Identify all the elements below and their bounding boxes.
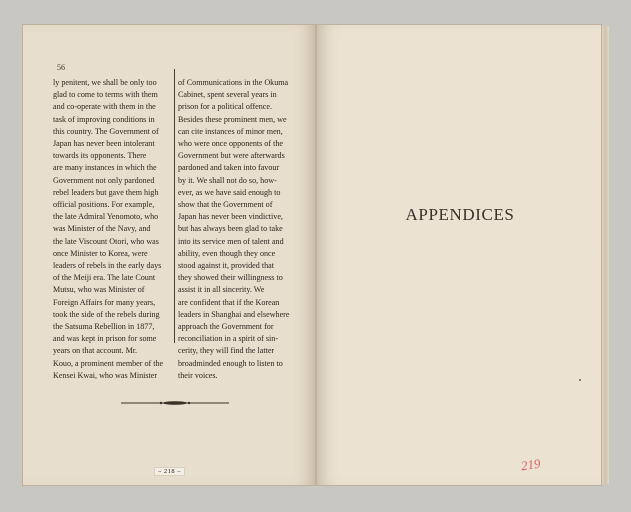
text-line: Mutsu, who was Minister of — [53, 285, 145, 295]
text-line: the late Viscount Otori, who was — [53, 236, 159, 246]
text-line: Government but were afterwards — [178, 151, 285, 161]
footer-page-label: – 218 – — [154, 467, 185, 476]
column-divider — [174, 69, 175, 343]
paper-speck — [579, 379, 581, 381]
text-line: are confident that if the Korean — [178, 297, 280, 307]
text-line: into its service men of talent and — [178, 236, 284, 246]
text-line: and was kept in prison for some — [53, 334, 157, 344]
text-line: Japan has never been vindictive, — [178, 212, 283, 222]
text-line: show that the Government of — [178, 200, 273, 210]
text-line: and co-operate with them in the — [53, 102, 156, 112]
text-line: are many instances in which the — [53, 163, 157, 173]
text-line: Kouo, a prominent member of the — [53, 358, 164, 368]
text-line: of Communications in the Okuma — [178, 78, 289, 87]
text-line: rebel leaders but gave them high — [53, 187, 159, 197]
right-text-column — [178, 77, 298, 382]
text-line: stood against it, provided that — [178, 261, 274, 271]
text-line: this country. The Government of — [53, 126, 159, 136]
text-line: the late Admiral Yenomoto, who — [53, 212, 159, 222]
text-line: cerity, they will find the latter — [178, 346, 275, 356]
ornament-divider — [121, 400, 229, 406]
text-line: task of improving conditions in — [53, 114, 155, 124]
text-line: broadminded enough to listen to — [178, 358, 283, 368]
text-line: Besides these prominent men, we — [178, 114, 287, 124]
text-line: but has always been glad to take — [178, 224, 283, 234]
text-line: Japan has never been intolerant — [53, 139, 155, 149]
text-line: years on that account. Mr. — [53, 346, 138, 356]
text-line: Cabinet, spent several years in — [178, 90, 277, 100]
text-line: they showed their willingness to — [178, 273, 283, 283]
text-line: Government not only pardoned — [53, 175, 155, 185]
book-spread — [22, 24, 608, 486]
handwritten-page-number: 219 — [519, 455, 542, 474]
text-line: can cite instances of minor men, — [178, 126, 283, 136]
right-page — [316, 24, 602, 486]
page-number: 56 — [57, 63, 65, 72]
text-line: pardoned and taken into favour — [178, 163, 280, 173]
text-line: their voices. — [178, 370, 218, 380]
text-line: approach the Government for — [178, 322, 274, 332]
text-line: was Minister of the Navy, and — [53, 224, 151, 234]
text-line: Foreign Affairs for many years, — [53, 297, 156, 307]
text-line: took the side of the rebels during — [53, 309, 160, 319]
appendices-title: APPENDICES — [405, 205, 515, 224]
left-text-column — [53, 77, 171, 382]
text-line: ly penitent, we shall be only too — [53, 78, 157, 87]
text-line: towards its opponents. There — [53, 151, 147, 161]
text-line: Kensei Kwai, who was Minister — [53, 370, 158, 380]
text-line: official positions. For example, — [53, 200, 155, 210]
text-line: the Satsuma Rebellion in 1877, — [53, 322, 155, 332]
text-line: who were once opponents of the — [178, 139, 283, 149]
text-line: by it. We shall not do so, how- — [178, 175, 277, 185]
text-line: reconciliation in a spirit of sin- — [178, 334, 279, 344]
text-line: once Minister to Korea, were — [53, 248, 148, 258]
text-line: ever, as we have said enough to — [178, 187, 281, 197]
text-line: of the Meiji era. The late Count — [53, 273, 156, 283]
text-line: leaders in Shanghai and elsewhere — [178, 309, 290, 319]
text-line: glad to come to terms with them — [53, 90, 158, 100]
text-line: prison for a political offence. — [178, 102, 273, 112]
text-line: ability, even though they once — [178, 248, 276, 258]
left-page — [22, 24, 316, 486]
text-line: leaders of rebels in the early days — [53, 261, 162, 271]
page-edges — [602, 26, 609, 484]
text-line: assist it in all sincerity. We — [178, 285, 265, 295]
